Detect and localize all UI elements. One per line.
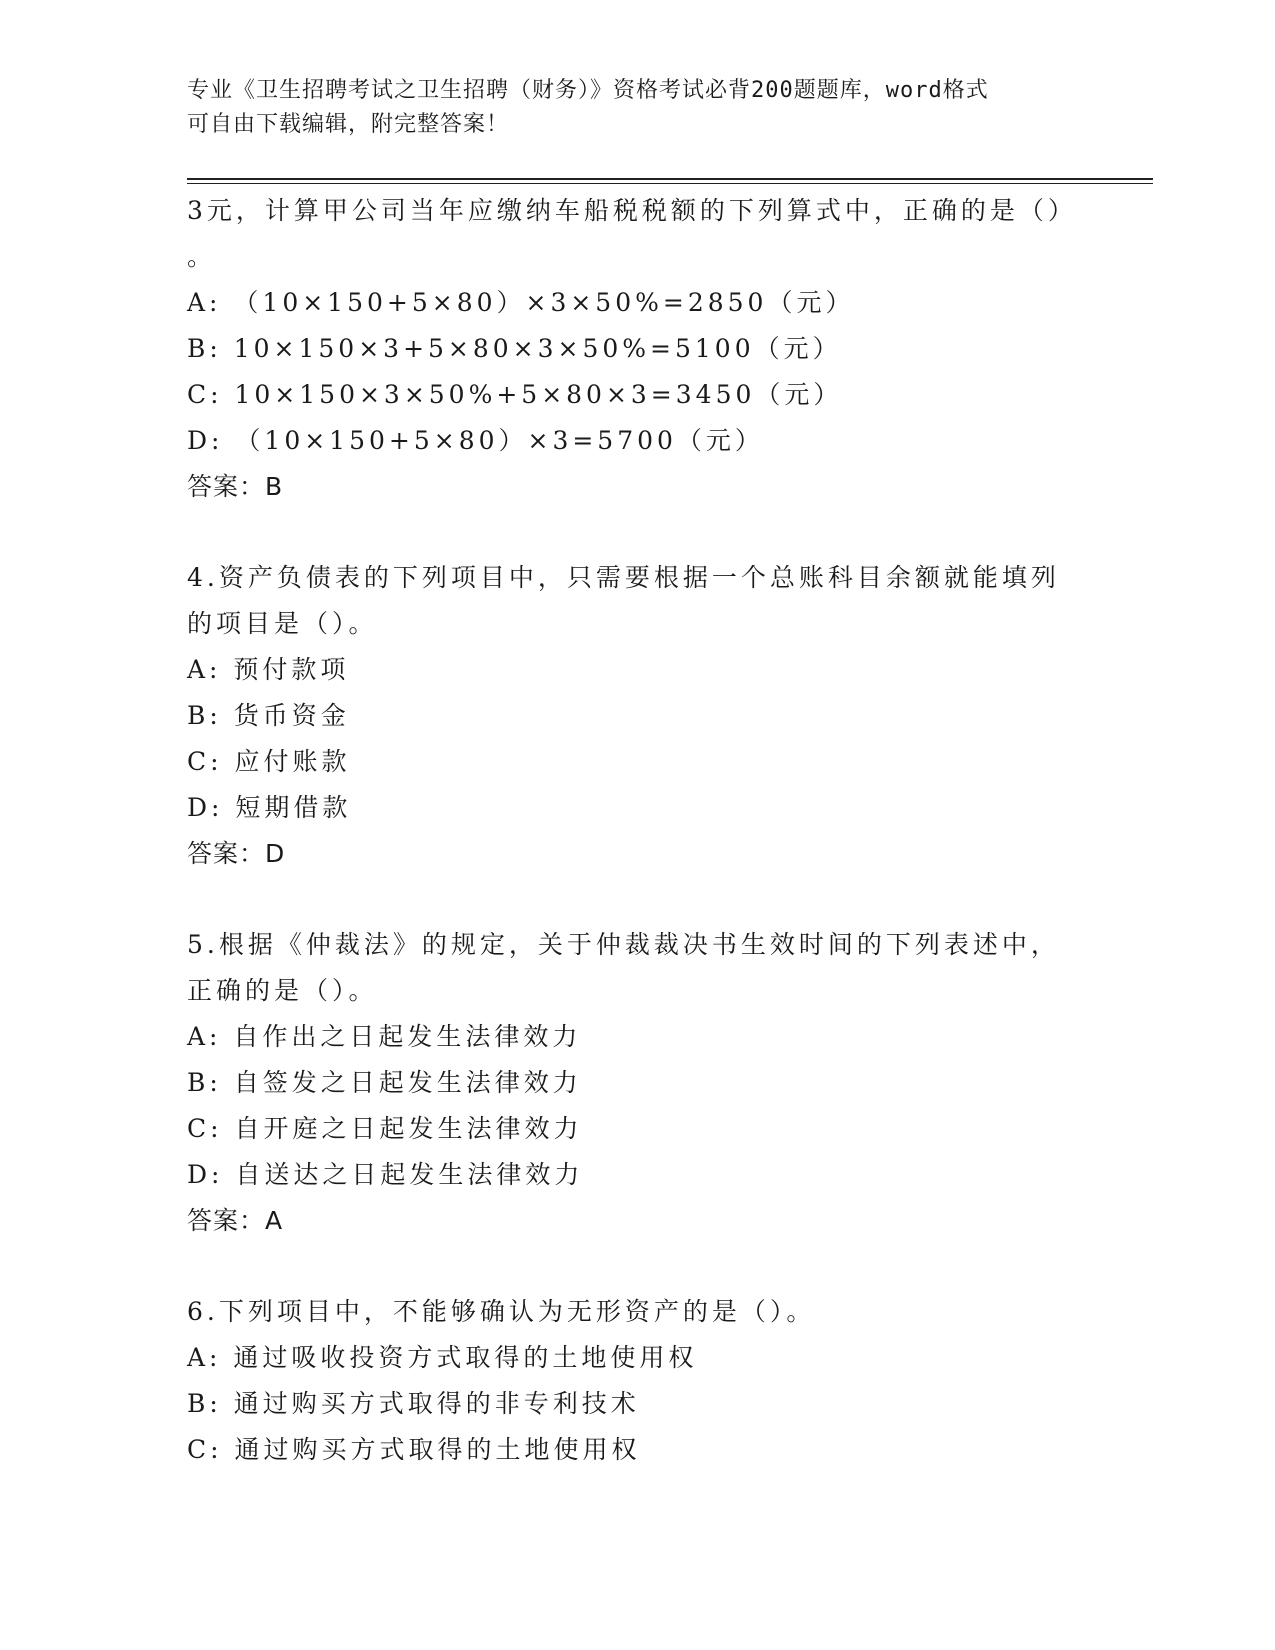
- header-line-1: 专业《卫生招聘考试之卫生招聘（财务）》资格考试必背200题题库，word格式: [187, 78, 989, 103]
- question-4: [187, 555, 1087, 877]
- option-b: B: 货币资金: [187, 701, 350, 730]
- question-6: [187, 1289, 1087, 1473]
- header-line-2: 可自由下载编辑，附完整答案！: [187, 112, 510, 137]
- option-a: A: 预付款项: [187, 655, 350, 684]
- option-b: B: 自签发之日起发生法律效力: [187, 1068, 582, 1097]
- question-3: [187, 188, 1087, 510]
- option-b: B: 10×150×3+5×80×3×50%=5100（元）: [187, 334, 842, 363]
- option-c: C: 10×150×3×50%+5×80×3=3450（元）: [187, 380, 843, 409]
- document-header: [187, 74, 1087, 142]
- option-a: A: 自作出之日起发生法律效力: [187, 1022, 582, 1051]
- option-c: C: 通过购买方式取得的土地使用权: [187, 1435, 641, 1464]
- option-a: A: （10×150+5×80）×3×50%=2850（元）: [187, 288, 855, 317]
- spacer: [187, 1244, 1087, 1289]
- question-stem: 4.资产负债表的下列项目中，只需要根据一个总账科目余额就能填列: [187, 563, 1060, 592]
- option-d: D: （10×150+5×80）×3=5700（元）: [187, 426, 764, 455]
- question-stem: 的项目是（）。: [187, 609, 378, 638]
- option-b: B: 通过购买方式取得的非专利技术: [187, 1389, 640, 1418]
- header-rule-thick: [187, 178, 1153, 180]
- option-d: D: 短期借款: [187, 793, 352, 822]
- question-5: [187, 922, 1087, 1244]
- answer: 答案：B: [187, 472, 284, 501]
- question-stem: 正确的是（）。: [187, 976, 378, 1005]
- option-a: A: 通过吸收投资方式取得的土地使用权: [187, 1343, 698, 1372]
- answer: 答案：A: [187, 1206, 284, 1235]
- question-list: [187, 188, 1087, 1473]
- header-rule-thin: [187, 183, 1153, 184]
- option-c: C: 应付账款: [187, 747, 351, 776]
- option-d: D: 自送达之日起发生法律效力: [187, 1160, 584, 1189]
- question-stem: 。: [187, 242, 217, 271]
- option-c: C: 自开庭之日起发生法律效力: [187, 1114, 583, 1143]
- spacer: [187, 510, 1087, 555]
- question-stem: 5.根据《仲裁法》的规定，关于仲裁裁决书生效时间的下列表述中，: [187, 930, 1060, 959]
- answer: 答案：D: [187, 839, 286, 868]
- question-stem: 6.下列项目中，不能够确认为无形资产的是（）。: [187, 1297, 816, 1326]
- question-stem: 3元，计算甲公司当年应缴纳车船税税额的下列算式中，正确的是（）: [187, 196, 1077, 225]
- spacer: [187, 877, 1087, 922]
